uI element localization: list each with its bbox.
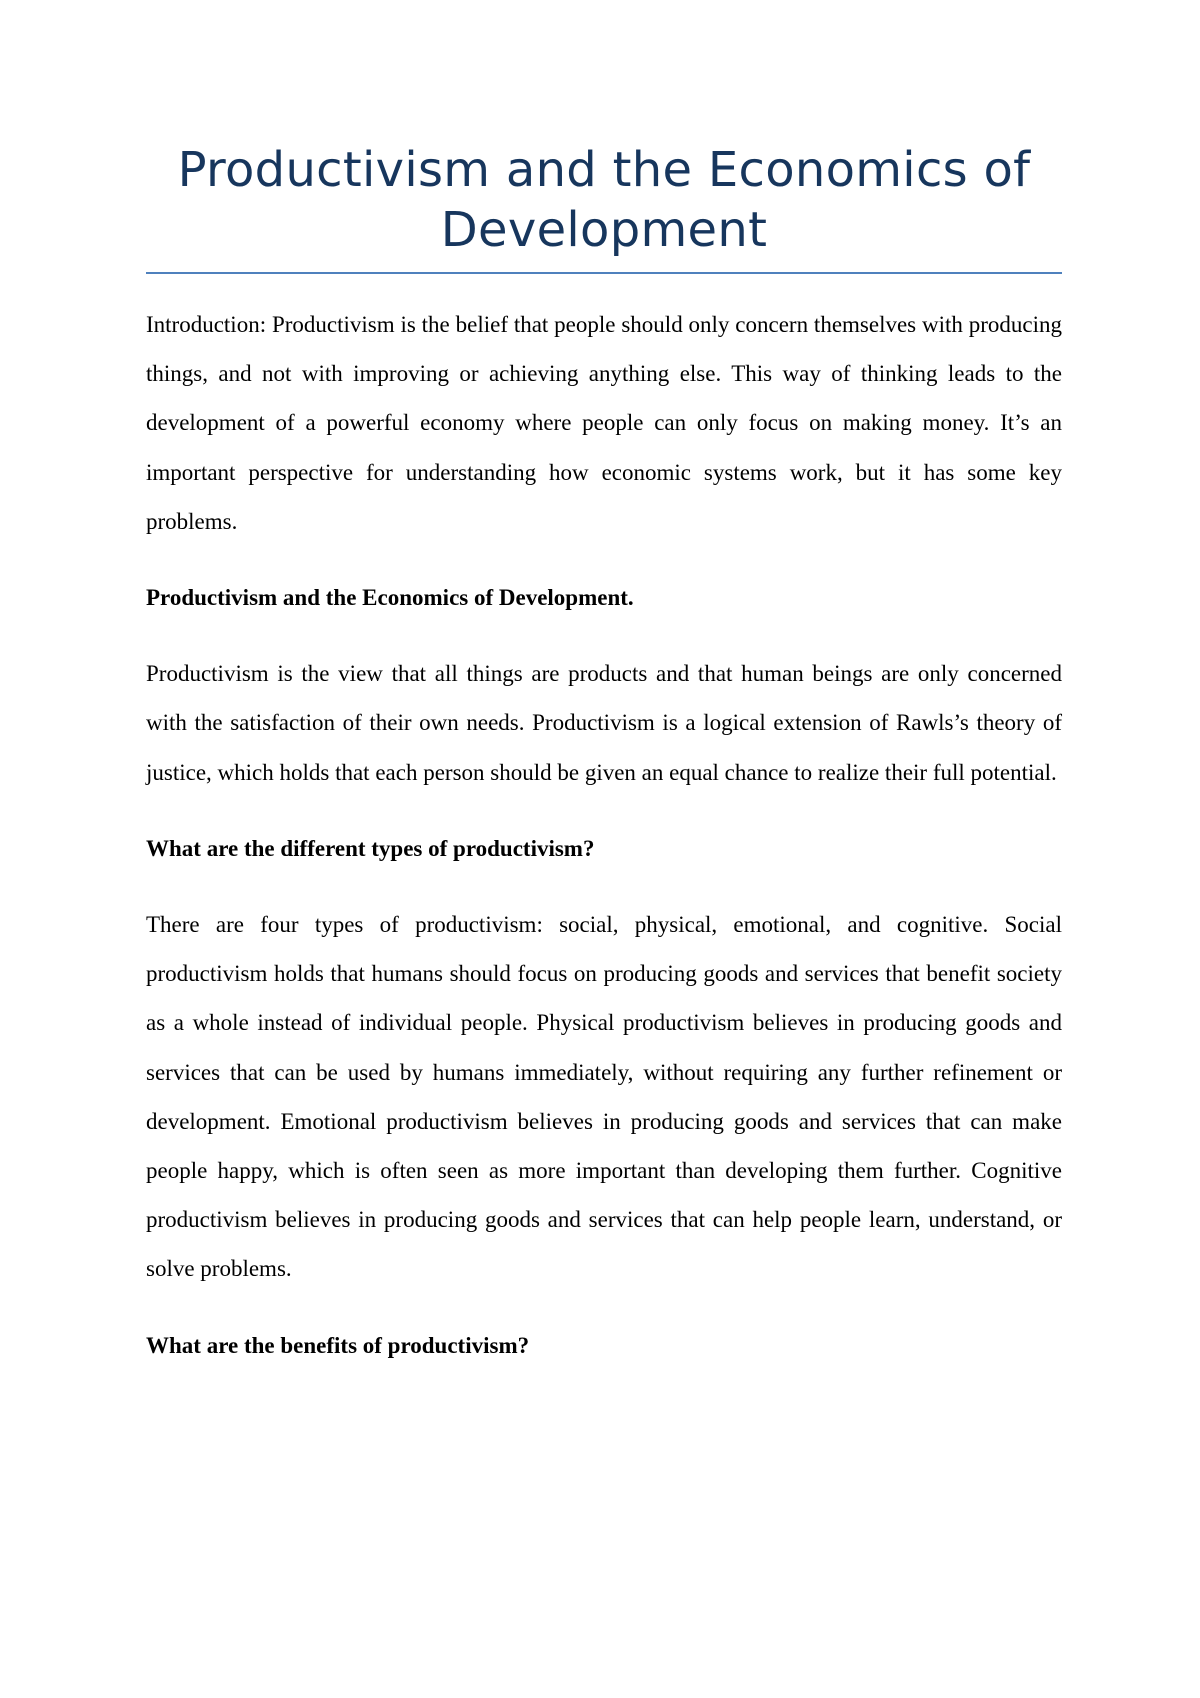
section-heading-benefits: What are the benefits of productivism? (146, 1332, 530, 1358)
intro-paragraph: Introduction: Productivism is the belief that people should only concern themselves with producing things, and not with improving or achieving anything else. This way of thinking leads to the development of a powerful economy where people can only focus on making money. It’s an important perspective for understanding how economic systems work, but it has some key problems. (146, 312, 1062, 534)
section-heading-types: What are the different types of productivism? (146, 835, 595, 861)
title-underline-rule (146, 272, 1062, 274)
section-heading-economics: Productivism and the Economics of Development. (146, 585, 634, 611)
document-title: Productivism and the Economics of Development (177, 142, 1031, 258)
paragraph-definition: Productivism is the view that all things are products and that human beings are only concerned with the satisfaction of their own needs. Productivism is a logical extension of Rawls’s theory of justice, which holds that each person should be given an equal chance to realize their full potential. (146, 661, 1062, 785)
paragraph-types: There are four types of productivism: social, physical, emotional, and cognitive. Social productivism holds that humans should focus on producing goods and services that benefit society as a whole instead of individual people. Physical productivism believes in producing goods and services that can be used by humans immediately, without requiring any further refinement or development. Emotional productivism believes in producing goods and services that can make people happy, which is often seen as more important than developing them further. Cognitive productivism believes in producing goods and services that can help people learn, understand, or solve problems. (146, 912, 1062, 1282)
document-page (146, 140, 1062, 1370)
